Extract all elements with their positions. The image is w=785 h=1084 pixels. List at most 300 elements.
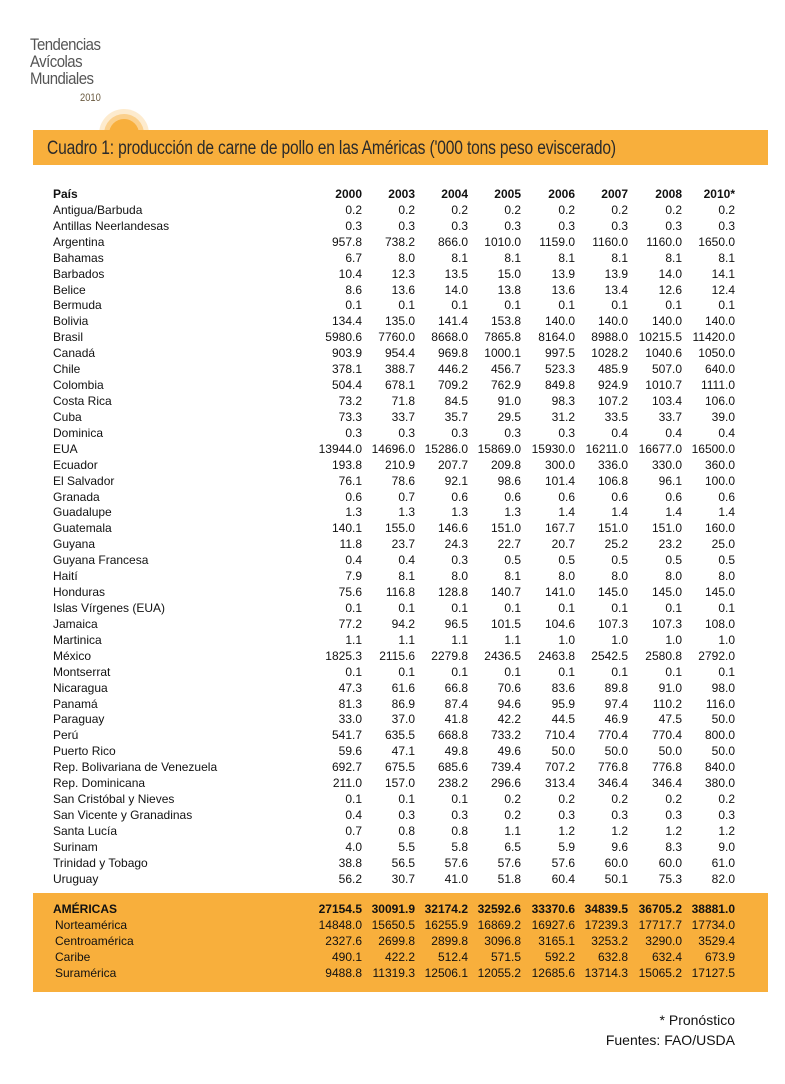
value-cell: 2463.8 [538,648,575,663]
value-cell: 635.5 [384,728,415,743]
value-cell: 0.1 [718,664,735,679]
value-cell: 7865.8 [484,330,521,345]
value-cell: 954.4 [384,346,415,361]
value-cell: 193.8 [331,457,362,472]
value-cell: 0.3 [345,218,362,233]
value-cell: 1160.0 [646,234,682,249]
header-2003: 2003 [388,187,415,201]
country-name: Guatemala [53,521,112,536]
table-row [53,649,743,665]
value-cell: 0.3 [398,218,415,233]
value-cell: 4.0 [345,839,362,854]
value-cell: 0.2 [398,202,415,217]
value-cell: 0.5 [718,553,735,568]
value-cell: 903.9 [331,346,362,361]
value-cell: 15930.0 [531,441,575,456]
value-cell: 380.0 [704,776,735,791]
value-cell: 8.1 [665,250,682,265]
country-name: Belice [53,282,86,297]
value-cell: 128.8 [437,585,468,600]
value-cell: 10215.5 [638,330,682,345]
value-cell: 840.0 [704,760,735,775]
value-cell: 33.0 [338,712,362,727]
value-cell: 0.3 [398,807,415,822]
value-cell: 140.0 [597,314,628,329]
value-cell: 762.9 [490,378,521,393]
value-cell: 300.0 [544,457,575,472]
value-cell: 571.5 [490,949,521,964]
value-cell: 1825.3 [325,648,362,663]
value-cell: 0.5 [611,553,628,568]
table-row [53,314,743,330]
value-cell: 360.0 [704,457,735,472]
table-row [53,362,743,378]
value-cell: 56.5 [391,855,415,870]
value-cell: 738.2 [384,234,415,249]
value-cell: 1.0 [718,632,735,647]
value-cell: 30.7 [391,871,415,886]
value-cell: 145.0 [704,585,735,600]
value-cell: 9.0 [718,839,735,854]
value-cell: 57.6 [444,855,468,870]
value-cell: 92.1 [444,473,468,488]
country-name: San Cristóbal y Nieves [53,792,175,807]
value-cell: 7760.0 [378,330,415,345]
value-cell: 16211.0 [585,441,628,456]
value-cell: 8.0 [665,569,682,584]
value-cell: 60.0 [604,855,628,870]
value-cell: 87.4 [444,696,468,711]
value-cell: 0.2 [558,202,575,217]
value-cell: 207.7 [437,457,468,472]
value-cell: 60.0 [658,855,682,870]
value-cell: 11319.3 [372,965,415,980]
value-cell: 632.8 [597,949,628,964]
value-cell: 0.1 [345,792,362,807]
value-cell: 776.8 [651,760,682,775]
value-cell: 33370.6 [531,902,575,916]
value-cell: 11.8 [339,537,362,552]
sources-note: Fuentes: FAO/USDA [605,1032,735,1048]
value-cell: 153.8 [490,314,521,329]
value-cell: 13.4 [604,282,628,297]
value-cell: 89.8 [604,680,628,695]
value-cell: 2580.8 [645,648,682,663]
table-row [53,585,743,601]
value-cell: 2899.8 [431,933,468,948]
value-cell: 103.4 [651,393,682,408]
value-cell: 296.6 [490,776,521,791]
value-cell: 101.5 [490,616,521,631]
table-row [53,824,743,840]
value-cell: 1160.0 [592,234,628,249]
value-cell: 17239.3 [584,917,628,932]
region-name: Suramérica [55,965,117,980]
table-row [53,633,743,649]
value-cell: 0.3 [665,218,682,233]
value-cell: 0.2 [718,792,735,807]
value-cell: 24.3 [444,537,468,552]
footnotes [606,1010,735,1050]
summary-table [53,902,743,982]
value-cell: 56.2 [338,871,362,886]
country-name: EUA [53,441,78,456]
value-cell: 0.2 [665,792,682,807]
value-cell: 39.0 [711,409,735,424]
value-cell: 776.8 [597,760,628,775]
value-cell: 0.2 [504,792,521,807]
value-cell: 0.1 [398,600,415,615]
value-cell: 0.4 [345,807,362,822]
value-cell: 1.2 [718,823,735,838]
value-cell: 8.1 [451,250,468,265]
value-cell: 47.3 [338,680,362,695]
country-name: Chile [53,362,81,377]
table-row [53,808,743,824]
table-row [53,474,743,490]
logo-line-3: Mundiales [30,69,94,88]
country-name: Guyana [53,537,96,552]
table-row [53,235,743,251]
value-cell: 135.0 [384,314,415,329]
value-cell: 0.3 [451,218,468,233]
value-cell: 78.6 [391,473,415,488]
value-cell: 685.6 [437,760,468,775]
value-cell: 13.9 [551,266,575,281]
country-name: Bahamas [53,250,104,265]
table-row [53,601,743,617]
value-cell: 0.1 [451,664,468,679]
value-cell: 84.5 [444,393,468,408]
country-name: Barbados [53,266,105,281]
country-name: Rep. Bolivariana de Venezuela [53,760,218,775]
value-cell: 8.0 [398,250,415,265]
country-name: Trinidad y Tobago [53,855,148,870]
table-row [53,346,743,362]
value-cell: 8.1 [611,250,628,265]
value-cell: 770.4 [651,728,682,743]
value-cell: 0.2 [718,202,735,217]
country-name: Antillas Neerlandesas [53,218,170,233]
value-cell: 98.3 [551,393,575,408]
value-cell: 692.7 [331,760,362,775]
logo-year: 2010 [80,92,101,104]
value-cell: 1028.2 [591,346,628,361]
value-cell: 0.1 [398,298,415,313]
country-name: Colombia [53,378,104,393]
value-cell: 42.2 [497,712,521,727]
value-cell: 98.0 [711,680,735,695]
value-cell: 0.3 [611,218,628,233]
value-cell: 1.4 [665,505,682,520]
country-name: Panamá [53,696,98,711]
value-cell: 346.4 [651,776,682,791]
value-cell: 1111.0 [700,378,735,393]
value-cell: 0.1 [718,600,735,615]
value-cell: 678.1 [384,378,415,393]
value-cell: 592.2 [544,949,575,964]
value-cell: 8.1 [558,250,575,265]
value-cell: 0.3 [504,425,521,440]
value-cell: 8988.0 [591,330,628,345]
value-cell: 96.5 [444,616,468,631]
summary-block [33,893,768,992]
value-cell: 76.1 [338,473,362,488]
value-cell: 2542.5 [591,648,628,663]
value-cell: 3165.1 [538,933,575,948]
value-cell: 1050.0 [698,346,735,361]
table-title-banner [33,130,768,165]
value-cell: 330.0 [651,457,682,472]
value-cell: 94.6 [497,696,521,711]
summary-region-row [53,950,743,966]
value-cell: 14.0 [658,266,682,281]
value-cell: 0.4 [665,425,682,440]
table-row [53,490,743,506]
table-row [53,792,743,808]
value-cell: 141.4 [437,314,468,329]
value-cell: 0.6 [558,489,575,504]
country-name: Paraguay [53,712,105,727]
country-name: Rep. Dominicana [53,776,146,791]
value-cell: 101.4 [544,473,575,488]
value-cell: 710.4 [544,728,575,743]
value-cell: 14848.0 [318,917,362,932]
value-cell: 116.0 [705,696,735,711]
value-cell: 14.0 [444,282,468,297]
value-cell: 41.8 [444,712,468,727]
value-cell: 997.5 [544,346,575,361]
value-cell: 3290.0 [645,933,682,948]
value-cell: 57.6 [551,855,575,870]
value-cell: 800.0 [704,728,735,743]
table-row [53,840,743,856]
value-cell: 0.2 [558,792,575,807]
table-row [53,378,743,394]
value-cell: 485.9 [597,362,628,377]
value-cell: 640.0 [704,362,735,377]
value-cell: 1.1 [451,632,468,647]
region-name: Centroamérica [55,933,134,948]
value-cell: 15869.0 [477,441,521,456]
country-name: Guyana Francesa [53,553,149,568]
value-cell: 0.2 [504,807,521,822]
table-row [53,665,743,681]
value-cell: 134.4 [331,314,362,329]
table-row [53,521,743,537]
value-cell: 1.3 [345,505,362,520]
value-cell: 167.7 [544,521,575,536]
value-cell: 97.4 [604,696,628,711]
value-cell: 15065.2 [638,965,682,980]
value-cell: 739.4 [490,760,521,775]
value-cell: 866.0 [437,234,468,249]
value-cell: 1650.0 [698,234,735,249]
value-cell: 8.1 [398,569,415,584]
header-2010: 2010* [703,187,735,201]
value-cell: 107.3 [651,616,682,631]
value-cell: 507.0 [651,362,682,377]
value-cell: 16677.0 [638,441,682,456]
value-cell: 5980.6 [325,330,362,345]
value-cell: 0.1 [504,298,521,313]
country-name: México [53,648,92,663]
value-cell: 94.2 [391,616,415,631]
value-cell: 66.8 [444,680,468,695]
country-name: Antigua/Barbuda [53,202,143,217]
country-name: El Salvador [53,473,115,488]
value-cell: 107.2 [597,393,628,408]
value-cell: 673.9 [704,949,735,964]
value-cell: 9488.8 [325,965,362,980]
country-name: Surinam [53,839,98,854]
value-cell: 632.4 [651,949,682,964]
table-row [53,681,743,697]
value-cell: 209.8 [490,457,521,472]
value-cell: 27154.5 [318,902,362,916]
value-cell: 446.2 [437,362,468,377]
value-cell: 23.7 [391,537,415,552]
value-cell: 12.6 [658,282,682,297]
value-cell: 1.4 [718,505,735,520]
logo-line-1: Tendencias [30,35,101,54]
value-cell: 140.0 [544,314,575,329]
value-cell: 96.1 [658,473,682,488]
value-cell: 0.1 [345,600,362,615]
value-cell: 0.2 [665,202,682,217]
value-cell: 1.0 [558,632,575,647]
value-cell: 32174.2 [424,902,468,916]
region-name: AMÉRICAS [53,902,118,916]
value-cell: 0.7 [398,489,415,504]
value-cell: 23.2 [658,537,682,552]
value-cell: 969.8 [437,346,468,361]
value-cell: 1.0 [611,632,628,647]
value-cell: 50.0 [604,744,628,759]
value-cell: 0.4 [345,553,362,568]
value-cell: 2327.6 [325,933,362,948]
country-name: Granada [53,489,100,504]
value-cell: 13.9 [604,266,628,281]
value-cell: 8.1 [504,569,521,584]
value-cell: 8.0 [558,569,575,584]
value-cell: 0.1 [504,664,521,679]
value-cell: 70.6 [497,680,521,695]
value-cell: 44.5 [551,712,575,727]
value-cell: 8.0 [718,569,735,584]
value-cell: 675.5 [384,760,415,775]
value-cell: 17127.5 [691,965,735,980]
value-cell: 12506.1 [424,965,468,980]
value-cell: 8.1 [504,250,521,265]
value-cell: 151.0 [651,521,682,536]
summary-region-row [53,934,743,950]
table-row [53,744,743,760]
value-cell: 157.0 [384,776,415,791]
value-cell: 0.4 [398,553,415,568]
value-cell: 8.0 [451,569,468,584]
value-cell: 210.9 [384,457,415,472]
value-cell: 100.0 [704,473,735,488]
table-row [53,505,743,521]
value-cell: 49.6 [497,744,521,759]
value-cell: 155.0 [384,521,415,536]
table-title: Cuadro 1: producción de carne de pollo en las Américas ('000 tons peso eviscerado) [47,138,616,159]
value-cell: 512.4 [437,949,468,964]
value-cell: 0.4 [718,425,735,440]
value-cell: 15286.0 [424,441,468,456]
value-cell: 15.0 [497,266,521,281]
value-cell: 0.6 [504,489,521,504]
value-cell: 140.0 [704,314,735,329]
value-cell: 20.7 [551,537,575,552]
value-cell: 0.6 [611,489,628,504]
value-cell: 0.1 [345,664,362,679]
country-name: Bolivia [53,314,89,329]
production-table [53,187,743,888]
value-cell: 3253.2 [591,933,628,948]
table-row [53,267,743,283]
value-cell: 0.3 [558,218,575,233]
value-cell: 0.6 [665,489,682,504]
country-name: Perú [53,728,79,743]
country-name: Nicaragua [53,680,108,695]
value-cell: 22.7 [497,537,521,552]
value-cell: 0.6 [451,489,468,504]
value-cell: 0.5 [558,553,575,568]
value-cell: 25.2 [604,537,628,552]
value-cell: 50.0 [711,744,735,759]
table-row [53,458,743,474]
value-cell: 0.1 [665,298,682,313]
value-cell: 8668.0 [431,330,468,345]
table-row [53,728,743,744]
value-cell: 61.0 [711,855,735,870]
country-name: Cuba [53,409,82,424]
value-cell: 5.5 [398,839,415,854]
value-cell: 13.5 [444,266,468,281]
value-cell: 60.4 [551,871,575,886]
value-cell: 3096.8 [484,933,521,948]
logo-line-2: Avícolas [30,52,83,71]
value-cell: 82.0 [711,871,735,886]
value-cell: 1.2 [665,823,682,838]
value-cell: 14696.0 [371,441,415,456]
value-cell: 50.0 [551,744,575,759]
header-2006: 2006 [548,187,575,201]
value-cell: 71.8 [391,393,415,408]
value-cell: 388.7 [384,362,415,377]
table-row [53,426,743,442]
value-cell: 16500.0 [691,441,735,456]
value-cell: 1.3 [398,505,415,520]
value-cell: 0.1 [451,792,468,807]
value-cell: 0.1 [718,298,735,313]
value-cell: 2792.0 [698,648,735,663]
value-cell: 378.1 [331,362,362,377]
value-cell: 422.2 [384,949,415,964]
table-row [53,203,743,219]
table-row [53,330,743,346]
value-cell: 1.4 [611,505,628,520]
value-cell: 0.5 [665,553,682,568]
value-cell: 0.2 [504,202,521,217]
value-cell: 30091.9 [371,902,415,916]
value-cell: 2279.8 [431,648,468,663]
value-cell: 1040.6 [645,346,682,361]
value-cell: 151.0 [490,521,521,536]
value-cell: 47.5 [658,712,682,727]
